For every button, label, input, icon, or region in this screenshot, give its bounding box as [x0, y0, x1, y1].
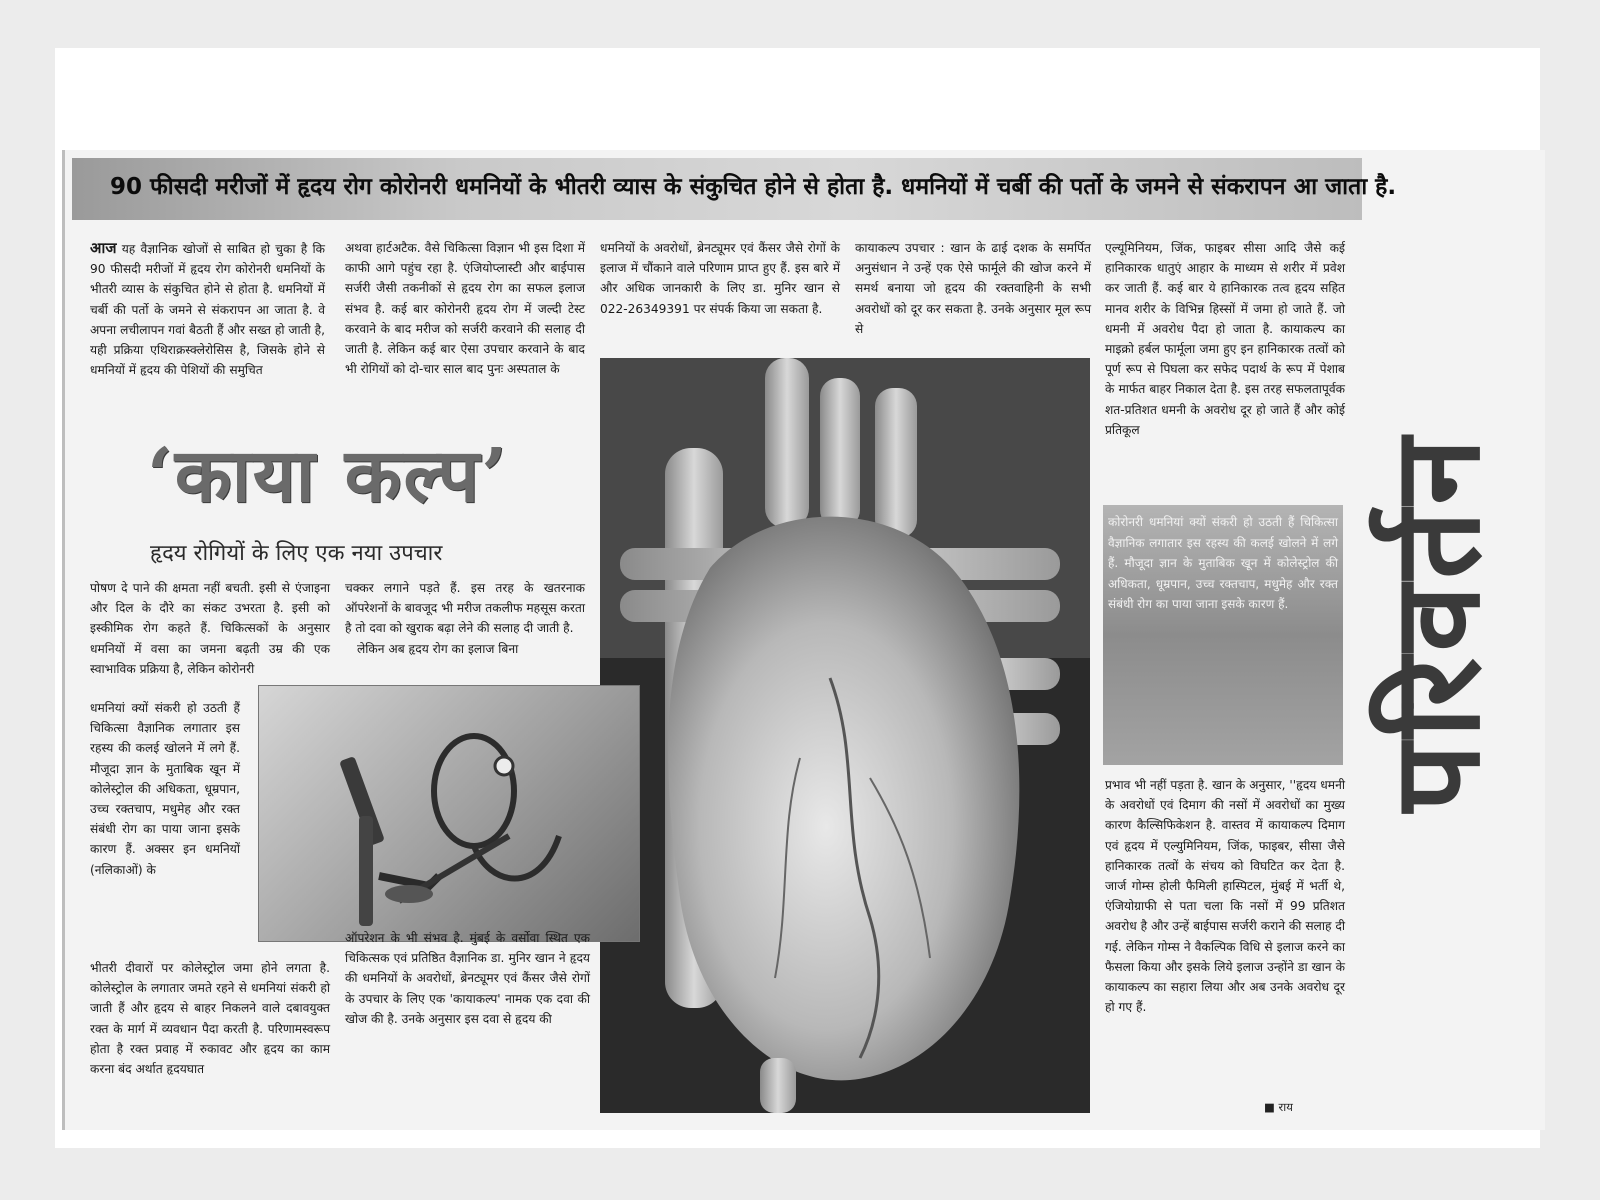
dropcap-word: आज [90, 239, 117, 257]
feature-title: ‘काया कल्प’ [147, 433, 509, 519]
column-1-narrow: धमनियां क्यों संकरी हो उठती हैं चिकित्सा वैज्ञानिक लगातार इस रहस्य की कलई खोलने में लगे हैं. मौजूदा ज्ञान के मुताबिक खून में कोलेस्ट्रोल की अधिकता, धूम्रपान, उच्च रक्तचाप, मधुमेह और रक्त संबंधी रोग का पाया जाना इसके कारण हैं. अक्सर इन धमनियों (नलिकाओं) के [90, 701, 240, 877]
feature-subtitle: हृदय रोगियों के लिए एक नया उपचार [150, 541, 443, 566]
column-2-top: अथवा हार्टअटैक. वैसे चिकित्सा विज्ञान भी इस दिशा में काफी आगे पहुंच रहा है. एंजियोप्लास्टी और बाईपास सर्जरी जैसी तकनीकों से हृदय रोग का सफल इलाज संभव है. कई बार कोरोनरी हृदय रोग में जल्दी टेस्ट करवाने के बाद मरीज को सर्जरी करवाने की सलाह दी जाती है. लेकिन कई बार ऐसा उपचार करवाने के बाद भी रोगियों को दो-चार साल बाद पुनः अस्पताल के [345, 241, 585, 377]
masthead-text: परिवर्तन [1366, 431, 1507, 813]
column-1-top-text: यह वैज्ञानिक खोजों से साबित हो चुका है कि 90 फीसदी मरीजों में हृदय रोग कोरोनरी धमनियों के भीतरी व्यास के संकुचित होने से होता है. धमनियों में चर्बी की पर्तो के जमने से संकरापन आ जाता है. वे अपना लचीलापन गवां बैठती हैं और सख्त हो जाती है, यही प्रक्रिया एथिराक्रस्क्लेरोसिस है, जिसके होने से धमनियों में हृदय की पेशियों की समुचित [90, 242, 326, 378]
column-1-top [90, 238, 325, 380]
column-3-top: धमनियों के अवरोधों, ब्रेनट्यूमर एवं कैंसर जैसे रोगों के इलाज में चौंकाने वाले परिणाम प्राप्त हुए हैं. इस बारे में और अधिक जानकारी के लिए डा. मुनिर खान से 022-26349391 पर संपर्क किया जा सकता है. [600, 241, 840, 316]
heart-photo [600, 358, 1090, 1113]
column-1-mid-left: पोषण दे पाने की क्षमता नहीं बचती. इसी से एंजाइना और दिल के दौरे का संकट उभरता है. इसी को इस्कीमिक रोग कहते हैं. चिकित्सकों के अनुसार धमनियों में वसा का जमना बढ़ती उम्र की एक स्वाभाविक प्रक्रिया है, लेकिन कोरोनरी [90, 581, 330, 676]
medical-instruments-photo [258, 685, 640, 942]
column-2-mid-text-2: लेकिन अब हृदय रोग का इलाज बिना [357, 641, 519, 656]
byline: ■ राय [1264, 1100, 1293, 1114]
column-2-mid-text: चक्कर लगाने पड़ते हैं. इस तरह के खतरनाक ऑपरेशनों के बावजूद भी मरीज तकलीफ महसूस करता है तो दवा को खुराक बढ़ा लेने की सलाह दी जाती है. [345, 581, 585, 636]
highlight-box-text: कोरोनरी धमनियां क्यों संकरी हो उठती हैं चिकित्सा वैज्ञानिक लगातार इस रहस्य की कलई खोलने में लगे हैं. मौजूदा ज्ञान के मुताबिक खून में कोलेस्ट्रोल की अधिकता, धूम्रपान, उच्च रक्तचाप, मधुमेह और रक्त संबंधी रोग का पाया जाना इसके कारण हैं. [1108, 515, 1338, 611]
column-5-top: एल्यूमिनियम, जिंक, फाइबर सीसा आदि जैसे कई हानिकारक धातुएं आहार के माध्यम से शरीर में प्रवेश कर जाती हैं. कई बार ये हानिकारक तत्व हृदय सहित मानव शरीर के विभिन्न हिस्सों में जमा हो जाते हैं. जो धमनी में अवरोध पैदा हो जाता है. कायाकल्प का माइक्रो हर्बल फार्मूला जमा हुए इन हानिकारक तत्वों को पूर्ण रूप से पिघला कर सफेद पदार्थ के रूप में पेशाब के मार्फत बाहर निकाल देता है. इस तरह सफलतापूर्वक शत-प्रतिशत धमनी के अवरोध दूर हो जाते हैं और कोई प्रतिकूल [1105, 241, 1345, 437]
column-4-top: कायाकल्प उपचार : खान के ढाई दशक के समर्पित अनुसंधान ने उन्हें एक ऐसे फार्मूले की खोज करने में समर्थ बनाया जो हृदय की रक्तवाहिनी के सभी अवरोधों को दूर कर सकता है. उनके अनुसार मूल रूप से [855, 241, 1091, 336]
vertical-masthead [1352, 112, 1524, 1112]
heart-illustration-icon [600, 358, 1090, 1113]
column-2-bottom: ऑपरेशन के भी संभव है. मुंबई के वर्सोवा स्थित एक चिकित्सक एवं प्रतिष्ठित वैज्ञानिक डा. मुनिर खान ने हृदय की धमनियों के अवरोधों, ब्रेनट्यूमर एवं कैंसर जैसे रोगों के उपचार के लिए एक 'कायाकल्प' नामक एक दवा की खोज की है. उनके अनुसार इस दवा से हृदय की [345, 931, 590, 1026]
column-2-mid [345, 578, 585, 659]
stethoscope-icon [259, 686, 639, 941]
article-headline: 90 फीसदी मरीजों में हृदय रोग कोरोनरी धमनियों के भीतरी व्यास के संकुचित होने से होता है. धमनियों में चर्बी की पर्तो के जमने से संकरापन आ जाता है. [110, 174, 1397, 200]
column-1-bottom: भीतरी दीवारों पर कोलेस्ट्रोल जमा होने लगता है. कोलेस्ट्रोल के लगातार जमते रहने से धमनियां संकरी हो जाती हैं और हृदय से बाहर निकलने वाले दबावयुक्त रक्त के मार्ग में व्यवधान पैदा करती है. परिणामस्वरूप होता है रक्त प्रवाह में रुकावट और हृदय का काम करना बंद अर्थात हृदयघात [90, 961, 330, 1077]
column-5-bottom: प्रभाव भी नहीं पड़ता है. खान के अनुसार, ''हृदय धमनी के अवरोधों एवं दिमाग की नसों में अवरोधों का मुख्य कारण कैल्सिफिकेशन है. वास्तव में कायाकल्प दिमाग एवं हृदय में एल्युमिनियम, जिंक, फाइबर, सीसा जैसे हानिकारक तत्वों के संचय को विघटित कर देता है. जार्ज गोम्स होली फैमिली हास्पिटल, मुंबई में भर्ती थे, एंजियोग्राफी से पता चला कि नसों में 99 प्रतिशत अवरोध है और उन्हें बाईपास सर्जरी कराने की सलाह दी गई. लेकिन गोम्स ने वैकल्पिक विधि से इलाज करने का फैसला किया और इसके लिये इलाज उन्होंने डा खान के कायाकल्प का सहारा लिया और अब उनके अवरोध दूर हो गए हैं. [1105, 778, 1345, 1015]
